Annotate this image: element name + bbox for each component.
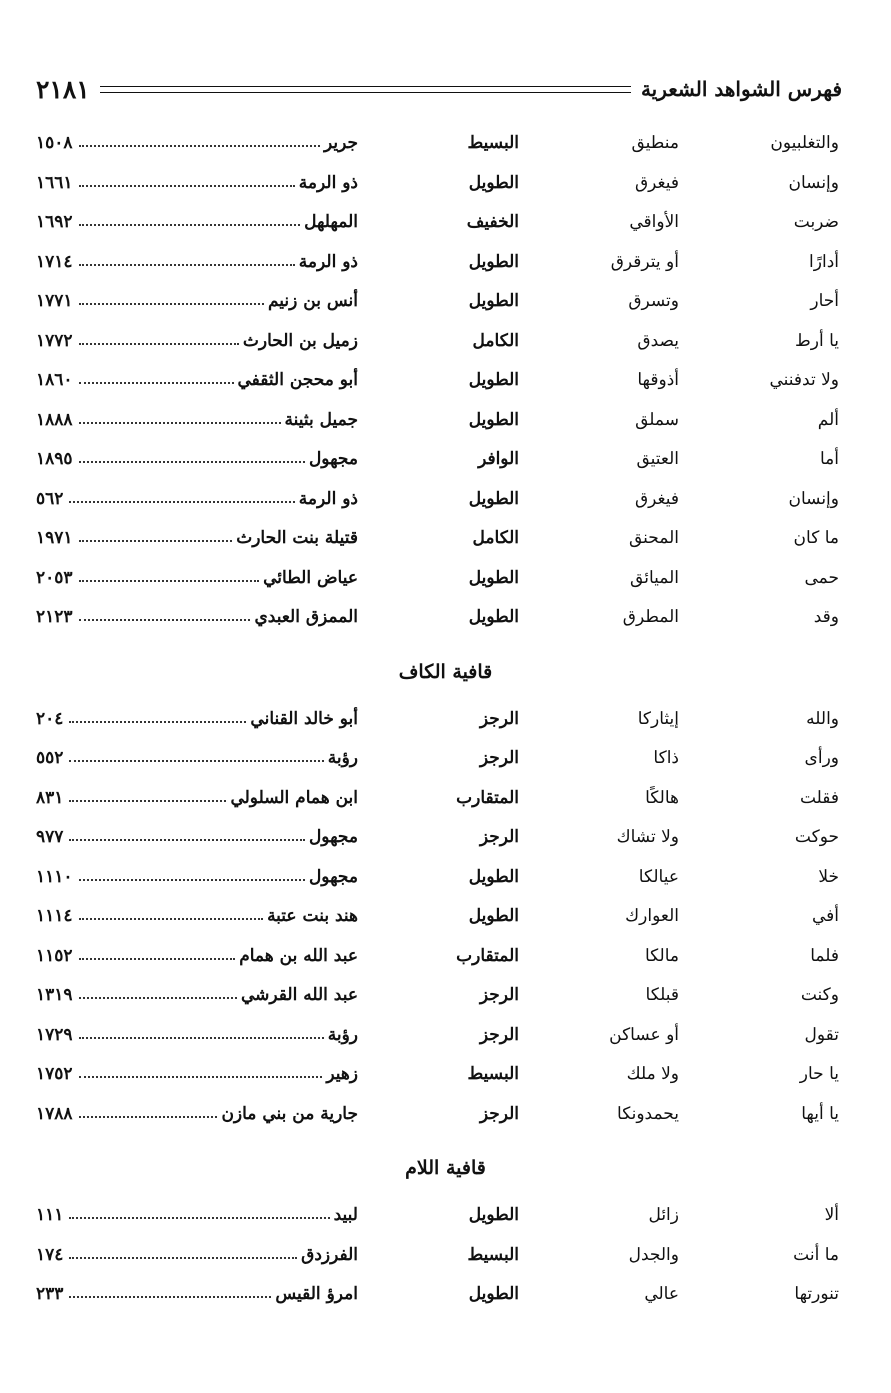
poet-and-page (36, 740, 358, 776)
page-reference: ١٣١٩ (36, 985, 73, 1005)
index-entry-row (0, 1017, 891, 1053)
meter: الطويل (468, 488, 519, 509)
dot-leader (79, 958, 236, 960)
page-reference: ١٨٦٠ (36, 370, 73, 390)
poet-name: أبو خالد القناني (250, 708, 358, 729)
index-entry-row (0, 977, 891, 1013)
rhyme-word: ذاكا (653, 748, 679, 768)
page-reference: ١٧٧١ (36, 291, 73, 311)
dot-leader (79, 382, 234, 384)
rhyme-word: والجدل (628, 1244, 679, 1265)
meter: البسيط (467, 133, 519, 153)
page-reference: ٨٣١ (36, 787, 64, 808)
rhyme-word: مالكا (644, 945, 679, 966)
poet-and-page (36, 1096, 358, 1132)
rhyme-word: يحمدونكا (617, 1103, 679, 1124)
verse-opening-word: ما أنت (793, 1244, 839, 1265)
verse-opening-word: ولا تدفنني (769, 370, 839, 390)
dot-leader (79, 1076, 323, 1078)
section-title: قافية اللام (405, 1157, 486, 1179)
index-entry-row (0, 819, 891, 855)
verse-opening-word: يا حار (799, 1064, 839, 1084)
dot-leader (79, 1037, 324, 1039)
poet-name: مجهول (308, 866, 358, 887)
poet-name: ذو الرمة (298, 251, 358, 272)
dot-leader (79, 343, 239, 345)
verse-opening-word: ألا (824, 1205, 839, 1225)
page-reference: ١٧٢٩ (36, 1024, 73, 1045)
rhyme-word: أو يترقرق (610, 251, 679, 272)
page-reference: ٢١٢٣ (36, 607, 73, 627)
index-entry-row (0, 323, 891, 359)
dot-leader (79, 1116, 218, 1118)
rhyme-word: وتسرق (628, 291, 679, 311)
page-reference: ١٧١٤ (36, 251, 73, 272)
rhyme-word: المطرق (622, 607, 679, 627)
dot-leader (69, 760, 323, 762)
poet-and-page (36, 323, 358, 359)
rhyme-word: يصدق (637, 330, 679, 351)
poet-and-page (36, 599, 358, 635)
page-reference: ١٧٥٢ (36, 1064, 73, 1084)
page-reference: ١٥٠٨ (36, 133, 73, 153)
verse-opening-word: وإنسان (788, 172, 839, 193)
rhyme-word: الميائق (630, 567, 679, 588)
poet-name: جارية من بني مازن (221, 1103, 358, 1124)
dot-leader (69, 1257, 297, 1259)
meter: المتقارب (456, 945, 519, 966)
rhyme-word: عيالكا (638, 866, 679, 887)
poet-and-page (36, 402, 358, 438)
rhyme-word: عالي (644, 1284, 679, 1304)
poet-name: عبد الله القرشي (241, 985, 358, 1005)
index-entry-row (0, 402, 891, 438)
page-reference: ٢٣٣ (36, 1284, 64, 1304)
meter: الرجز (479, 1024, 519, 1045)
poet-and-page (36, 441, 358, 477)
meter: الرجز (479, 708, 519, 729)
index-entry-row (0, 125, 891, 161)
index-entry-row (0, 441, 891, 477)
meter: الطويل (468, 1205, 519, 1225)
poet-and-page (36, 244, 358, 280)
meter: المتقارب (456, 787, 519, 808)
dot-leader (69, 839, 305, 841)
rhyme-word: هالكًا (645, 787, 679, 808)
index-entry-row (0, 481, 891, 517)
index-entry-row (0, 244, 891, 280)
dot-leader (79, 540, 233, 542)
index-entry-row (0, 165, 891, 201)
verse-opening-word: أما (819, 449, 839, 469)
verse-opening-word: أدارًا (809, 251, 839, 272)
rhyme-word: إيثاركا (637, 708, 679, 729)
poet-and-page (36, 165, 358, 201)
meter: الرجز (479, 748, 519, 768)
meter: الخفيف (466, 212, 519, 232)
meter: الرجز (479, 1103, 519, 1124)
poet-name: ذو الرمة (298, 172, 358, 193)
dot-leader (79, 619, 251, 621)
meter: الطويل (468, 409, 519, 430)
rhyme-word: منطيق (631, 133, 679, 153)
meter: الوافر (478, 449, 519, 469)
poet-and-page (36, 125, 358, 161)
poet-and-page (36, 1056, 358, 1092)
poet-and-page (36, 362, 358, 398)
page-reference: ١١٥٢ (36, 945, 73, 966)
index-entry-row (0, 1096, 891, 1132)
verse-opening-word: وإنسان (788, 488, 839, 509)
index-entry-row (0, 520, 891, 556)
rhyme-word: قبلكا (645, 985, 679, 1005)
index-entry-row (0, 859, 891, 895)
rhyme-word: زائل (648, 1205, 679, 1225)
dot-leader (79, 918, 264, 920)
poet-and-page (36, 859, 358, 895)
poet-name: أبو محجن الثقفي (237, 370, 358, 390)
poet-and-page (36, 204, 358, 240)
dot-leader (69, 501, 294, 503)
verse-opening-word: أحار (810, 291, 839, 311)
rhyme-word: ولا تشاك (616, 827, 679, 847)
poet-name: رؤبة (327, 748, 358, 768)
verse-opening-word: يا أيها (801, 1103, 839, 1124)
dot-leader (69, 1217, 329, 1219)
poet-name: الفرزدق (301, 1244, 358, 1265)
index-entry-row (0, 1056, 891, 1092)
meter: الطويل (468, 251, 519, 272)
rhyme-word: فيغرق (634, 488, 679, 509)
poet-and-page (36, 977, 358, 1013)
section-title: قافية الكاف (398, 660, 493, 683)
poet-and-page (36, 1017, 358, 1053)
verse-opening-word: وكنت (800, 985, 839, 1005)
dot-leader (79, 580, 260, 582)
poet-name: جرير (324, 133, 358, 153)
meter: الكامل (472, 330, 519, 351)
poet-name: الممزق العبدي (254, 607, 358, 627)
rhyme-word: الأواقي (629, 212, 679, 232)
page-reference: ١٧٨٨ (36, 1103, 73, 1124)
meter: الرجز (479, 985, 519, 1005)
poet-name: قتيلة بنت الحارث (236, 528, 358, 548)
index-entry-row (0, 1237, 891, 1273)
index-entry-row (0, 740, 891, 776)
index-entry-row (0, 204, 891, 240)
page-number: ٢١٨١ (36, 74, 90, 104)
verse-opening-word: حوكت (794, 827, 839, 847)
dot-leader (69, 800, 226, 802)
poet-and-page (36, 481, 358, 517)
page-reference: ١٦٩٢ (36, 212, 73, 232)
rhyme-word: أذوقها (637, 370, 679, 390)
index-entry-row (0, 898, 891, 934)
page-reference: ١٨٩٥ (36, 449, 73, 469)
poet-name: زميل بن الحارث (242, 330, 358, 351)
poet-name: رؤبة (327, 1024, 358, 1045)
meter: البسيط (467, 1064, 519, 1084)
meter: البسيط (467, 1244, 519, 1265)
dot-leader (69, 721, 246, 723)
verse-opening-word: يا أرط (795, 330, 839, 351)
poet-and-page (36, 560, 358, 596)
verse-opening-word: ما كان (793, 528, 839, 548)
poet-and-page (36, 283, 358, 319)
poet-and-page (36, 701, 358, 737)
verse-opening-word: خلا (818, 866, 839, 887)
index-entry-row (0, 599, 891, 635)
poet-and-page (36, 938, 358, 974)
poet-name: ذو الرمة (298, 488, 358, 509)
index-entry-row (0, 362, 891, 398)
page-header (36, 72, 842, 106)
poet-name: هند بنت عتبة (267, 906, 358, 926)
page-reference: ٢٠٤ (36, 708, 64, 729)
poet-and-page (36, 1276, 358, 1312)
verse-opening-word: والتغلبيون (770, 133, 839, 153)
poet-name: عياض الطائي (263, 567, 358, 588)
page-reference: ١٨٨٨ (36, 409, 73, 430)
rhyme-word: العتيق (636, 449, 679, 469)
verse-opening-word: ألم (817, 409, 839, 430)
rhyme-word: فيغرق (634, 172, 679, 193)
meter: الطويل (468, 1284, 519, 1304)
rhyme-word: العوارك (625, 906, 679, 926)
verse-opening-word: أفي (811, 906, 839, 926)
poet-and-page (36, 1197, 358, 1233)
rhyme-word: أو عساكن (609, 1024, 679, 1045)
verse-opening-word: وقد (813, 607, 839, 627)
poet-name: امرؤ القيس (275, 1284, 358, 1304)
meter: الطويل (468, 172, 519, 193)
page-reference: ١١١٠ (36, 866, 73, 887)
poet-name: زهير (326, 1064, 358, 1084)
verse-opening-word: تقول (804, 1024, 839, 1045)
rhyme-word: سملق (635, 409, 679, 430)
poet-and-page (36, 1237, 358, 1273)
verse-opening-word: ورأى (804, 748, 839, 768)
poet-name: المهلهل (304, 212, 358, 232)
dot-leader (79, 264, 295, 266)
poet-name: أنس بن زنيم (267, 291, 358, 311)
meter: الكامل (472, 528, 519, 548)
meter: الرجز (479, 827, 519, 847)
dot-leader (79, 422, 281, 424)
page-reference: ٥٥٢ (36, 748, 64, 768)
verse-opening-word: ضربت (793, 212, 839, 232)
poet-name: لبيد (333, 1205, 358, 1225)
index-entry-row (0, 1197, 891, 1233)
verse-opening-word: تنورتها (794, 1284, 839, 1304)
rhyme-word: المحنق (628, 528, 679, 548)
page-reference: ١٦٦١ (36, 172, 73, 193)
poet-and-page (36, 520, 358, 556)
page-title: فهرس الشواهد الشعرية (640, 77, 842, 101)
poet-name: مجهول (308, 449, 358, 469)
verse-opening-word: والله (806, 708, 839, 729)
poet-and-page (36, 819, 358, 855)
page-reference: ٥٦٢ (36, 488, 64, 509)
page-reference: ٩٧٧ (36, 827, 64, 847)
index-entry-row (0, 701, 891, 737)
poet-name: مجهول (308, 827, 358, 847)
page-reference: ١١١ (36, 1205, 64, 1225)
page-reference: ١٧٤ (36, 1244, 64, 1265)
page-reference: ١١١٤ (36, 906, 73, 926)
header-rule (100, 86, 631, 93)
rhyme-word: ولا ملك (626, 1064, 679, 1084)
dot-leader (79, 185, 295, 187)
verse-opening-word: فلما (810, 945, 839, 966)
dot-leader (79, 303, 264, 305)
poet-name: جميل بثينة (284, 409, 358, 430)
dot-leader (79, 224, 301, 226)
meter: الطويل (468, 291, 519, 311)
meter: الطويل (468, 370, 519, 390)
meter: الطويل (468, 866, 519, 887)
verse-opening-word: فقلت (799, 787, 839, 808)
index-entry-row (0, 283, 891, 319)
index-entry-row (0, 780, 891, 816)
poet-name: ابن همام السلولي (230, 787, 358, 808)
meter: الطويل (468, 906, 519, 926)
meter: الطويل (468, 607, 519, 627)
verse-opening-word: حمى (804, 567, 839, 588)
index-entry-row (0, 938, 891, 974)
dot-leader (79, 997, 237, 999)
page-reference: ١٩٧١ (36, 528, 73, 548)
dot-leader (79, 879, 305, 881)
poet-name: عبد الله بن همام (239, 945, 358, 966)
page-reference: ٢٠٥٣ (36, 567, 73, 588)
poet-and-page (36, 898, 358, 934)
dot-leader (79, 145, 320, 147)
dot-leader (69, 1296, 271, 1298)
dot-leader (79, 461, 305, 463)
page-reference: ١٧٧٢ (36, 330, 73, 351)
poet-and-page (36, 780, 358, 816)
meter: الطويل (468, 567, 519, 588)
index-entry-row (0, 560, 891, 596)
index-entry-row (0, 1276, 891, 1312)
